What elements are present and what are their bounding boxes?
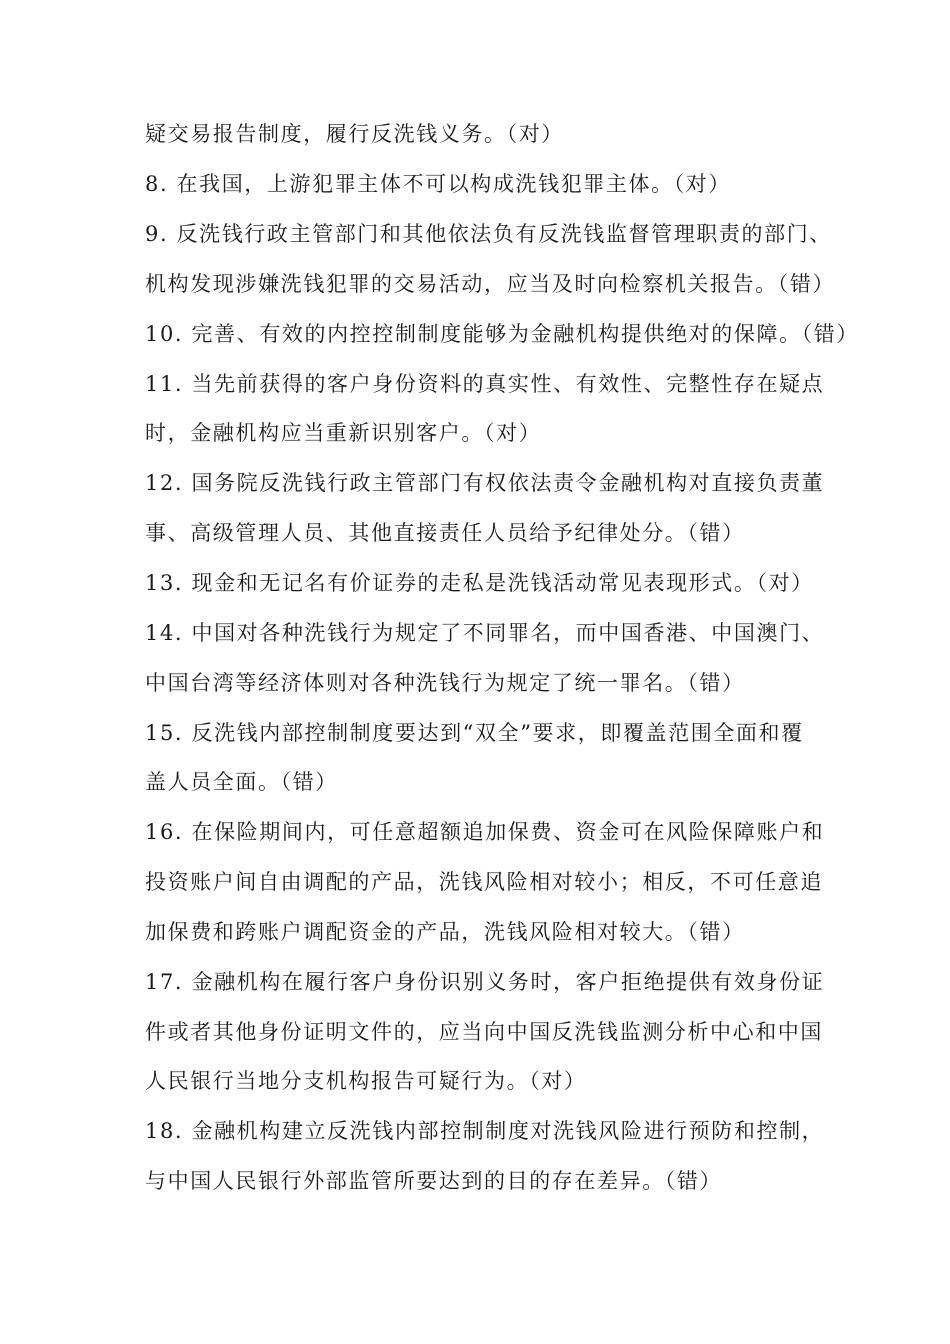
text-line: 投资账户间自由调配的产品，洗钱风险相对较小；相反，不可任意追 <box>145 870 823 894</box>
text-line: 9. 反洗钱行政主管部门和其他依法负有反洗钱监督管理职责的部门、 <box>145 222 832 246</box>
text-line: 机构发现涉嫌洗钱犯罪的交易活动，应当及时向检察机关报告。（错） <box>145 272 836 296</box>
text-line: 件或者其他身份证明文件的，应当向中国反洗钱监测分析中心和中国 <box>145 1020 823 1044</box>
text-line: 事、高级管理人员、其他直接责任人员给予纪律处分。（错） <box>145 521 745 545</box>
text-line: 18. 金融机构建立反洗钱内部控制制度对洗钱风险进行预防和控制， <box>145 1119 825 1143</box>
text-line: 加保费和跨账户调配资金的产品，洗钱风险相对较大。（错） <box>145 920 745 944</box>
text-line: 10. 完善、有效的内控控制制度能够为金融机构提供绝对的保障。（错） <box>145 322 859 346</box>
text-line: 15. 反洗钱内部控制制度要达到“双全”要求，即覆盖范围全面和覆 <box>145 721 804 745</box>
text-line: 11. 当先前获得的客户身份资料的真实性、有效性、完整性存在疑点 <box>145 372 825 396</box>
text-line: 16. 在保险期间内，可任意超额追加保费、资金可在风险保障账户和 <box>145 820 825 844</box>
text-line: 人民银行当地分支机构报告可疑行为。（对） <box>145 1069 587 1093</box>
text-line: 与中国人民银行外部监管所要达到的目的存在差异。（错） <box>145 1169 723 1193</box>
text-line: 17. 金融机构在履行客户身份识别义务时，客户拒绝提供有效身份证 <box>145 970 825 994</box>
text-line: 8. 在我国，上游犯罪主体不可以构成洗钱犯罪主体。（对） <box>145 172 732 196</box>
text-line: 盖人员全面。（错） <box>145 770 338 794</box>
text-line: 13. 现金和无记名有价证券的走私是洗钱活动常见表现形式。（对） <box>145 571 814 595</box>
text-line: 中国台湾等经济体则对各种洗钱行为规定了统一罪名。（错） <box>145 671 745 695</box>
text-line: 12. 国务院反洗钱行政主管部门有权依法责令金融机构对直接负责董 <box>145 471 825 495</box>
text-line: 14. 中国对各种洗钱行为规定了不同罪名，而中国香港、中国澳门、 <box>145 621 825 645</box>
text-line: 疑交易报告制度，履行反洗钱义务。（对） <box>145 122 564 146</box>
text-line: 时，金融机构应当重新识别客户。（对） <box>145 421 542 445</box>
